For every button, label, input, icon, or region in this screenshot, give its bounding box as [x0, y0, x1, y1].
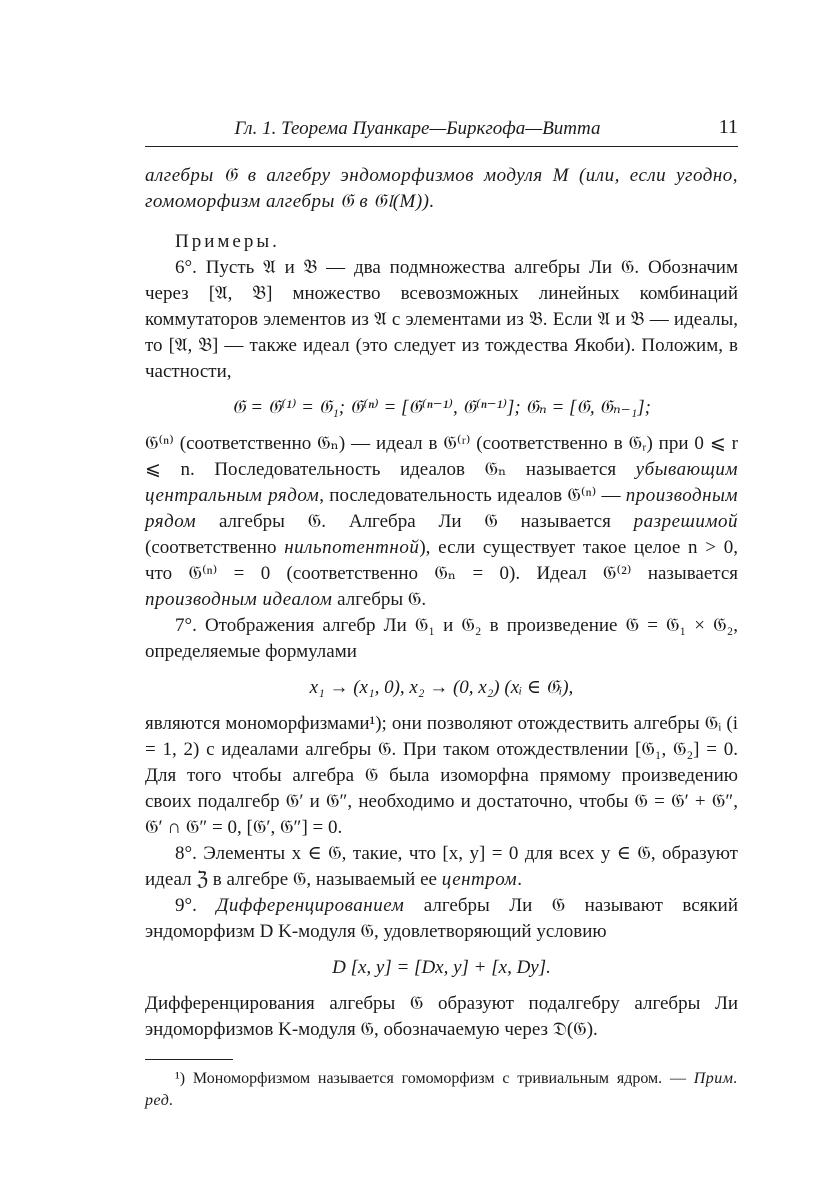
- paragraph-6-continued: 𝔊⁽ⁿ⁾ (соответственно 𝔊ₙ) — идеал в 𝔊⁽ʳ⁾ (соответственно в 𝔊ᵣ) при 0 ⩽ r ⩽ n. Последовательность идеалов 𝔊ₙ называется убывающим центральным рядом, последовательность идеалов 𝔊⁽ⁿ⁾ — производным рядом алгебры 𝔊. Алгебра Ли 𝔊 называется разрешимой (соответственно нильпотентной), если существует такое целое n > 0, что 𝔊⁽ⁿ⁾ = 0 (соответственно 𝔊ₙ = 0). Идеал 𝔊⁽²⁾ называется производным идеалом алгебры 𝔊.: [145, 433, 738, 610]
- running-head: Гл. 1. Теорема Пуанкаре—Биркгофа—Витта: [234, 118, 601, 139]
- paragraph-6: 6°. Пусть 𝔄 и 𝔅 — два подмножества алгебры Ли 𝔊. Обозначим через [𝔄, 𝔅] множество всевозможных линейных комбинаций коммутаторов элементов из 𝔄 с элементами из 𝔅. Если 𝔄 и 𝔅 — идеалы, то [𝔄, 𝔅] — также идеал (это следует из тождества Якоби). Положим, в частности,: [145, 257, 738, 382]
- paragraph-7-continued: являются мономорфизмами¹); они позволяют отождествить алгебры 𝔊ᵢ (i = 1, 2) с идеалами алгебры 𝔊. При таком отождествлении [𝔊₁, 𝔊₂] = 0. Для того чтобы алгебра 𝔊 была изоморфна прямому произведению своих подалгебр 𝔊′ и 𝔊″, необходимо и достаточно, чтобы 𝔊 = 𝔊′ + 𝔊″, 𝔊′ ∩ 𝔊″ = 0, [𝔊′, 𝔊″] = 0.: [145, 713, 738, 838]
- term-nilpotent: нильпотентной: [284, 537, 420, 558]
- formula-leibniz-rule: D [x, y] = [Dx, y] + [x, Dy].: [332, 957, 551, 978]
- formula-derived-series: 𝔊 = 𝔊⁽¹⁾ = 𝔊₁; 𝔊⁽ⁿ⁾ = [𝔊⁽ⁿ⁻¹⁾, 𝔊⁽ⁿ⁻¹⁾]; 𝔊ₙ = [𝔊, 𝔊ₙ₋₁];: [232, 397, 651, 418]
- page-header: [145, 112, 738, 147]
- term-lower-central-series: убывающим центральным рядом: [145, 459, 738, 506]
- term-derived-series: производным рядом: [145, 485, 738, 532]
- book-page: [145, 112, 738, 1112]
- paragraph-8: 8°. Элементы x ∈ 𝔊, такие, что [x, y] = 0 для всех y ∈ 𝔊, образуют идеал ℨ в алгебре 𝔊, называемый ее центром.: [145, 843, 738, 890]
- term-solvable: разрешимой: [633, 511, 738, 532]
- page-number: 11: [718, 116, 738, 138]
- term-derived-ideal: производным идеалом: [145, 589, 333, 610]
- footnote-editor-note: Прим. ред.: [145, 1070, 738, 1109]
- paragraph-7: 7°. Отображения алгебр Ли 𝔊₁ и 𝔊₂ в произведение 𝔊 = 𝔊₁ × 𝔊₂, определяемые формулами: [145, 615, 738, 662]
- formula-embeddings: x₁ → (x₁, 0), x₂ → (0, x₂) (xᵢ ∈ 𝔊ᵢ),: [309, 677, 574, 698]
- paragraph-10: Дифференцирования алгебры 𝔊 образуют подалгебру алгебры Ли эндоморфизмов K-модуля 𝔊, обозначаемую через 𝔇(𝔊).: [145, 993, 738, 1040]
- paragraph-continuation: алгебры 𝔊 в алгебру эндоморфизмов модуля M (или, если угодно, гомоморфизм алгебры 𝔊 в 𝔊𝔩(M)).: [145, 165, 738, 212]
- footnote: ¹) Мономорфизмом называется гомоморфизм с тривиальным ядром. — Прим. ред.: [145, 1070, 738, 1109]
- term-center: центром: [441, 869, 518, 890]
- paragraph-9: 9°. Дифференцированием алгебры Ли 𝔊 называют всякий эндоморфизм D K-модуля 𝔊, удовлетворяющий условию: [145, 895, 738, 942]
- examples-heading: Примеры.: [175, 231, 280, 252]
- footnote-divider: [145, 1059, 233, 1060]
- term-derivation: Дифференцированием: [216, 895, 405, 916]
